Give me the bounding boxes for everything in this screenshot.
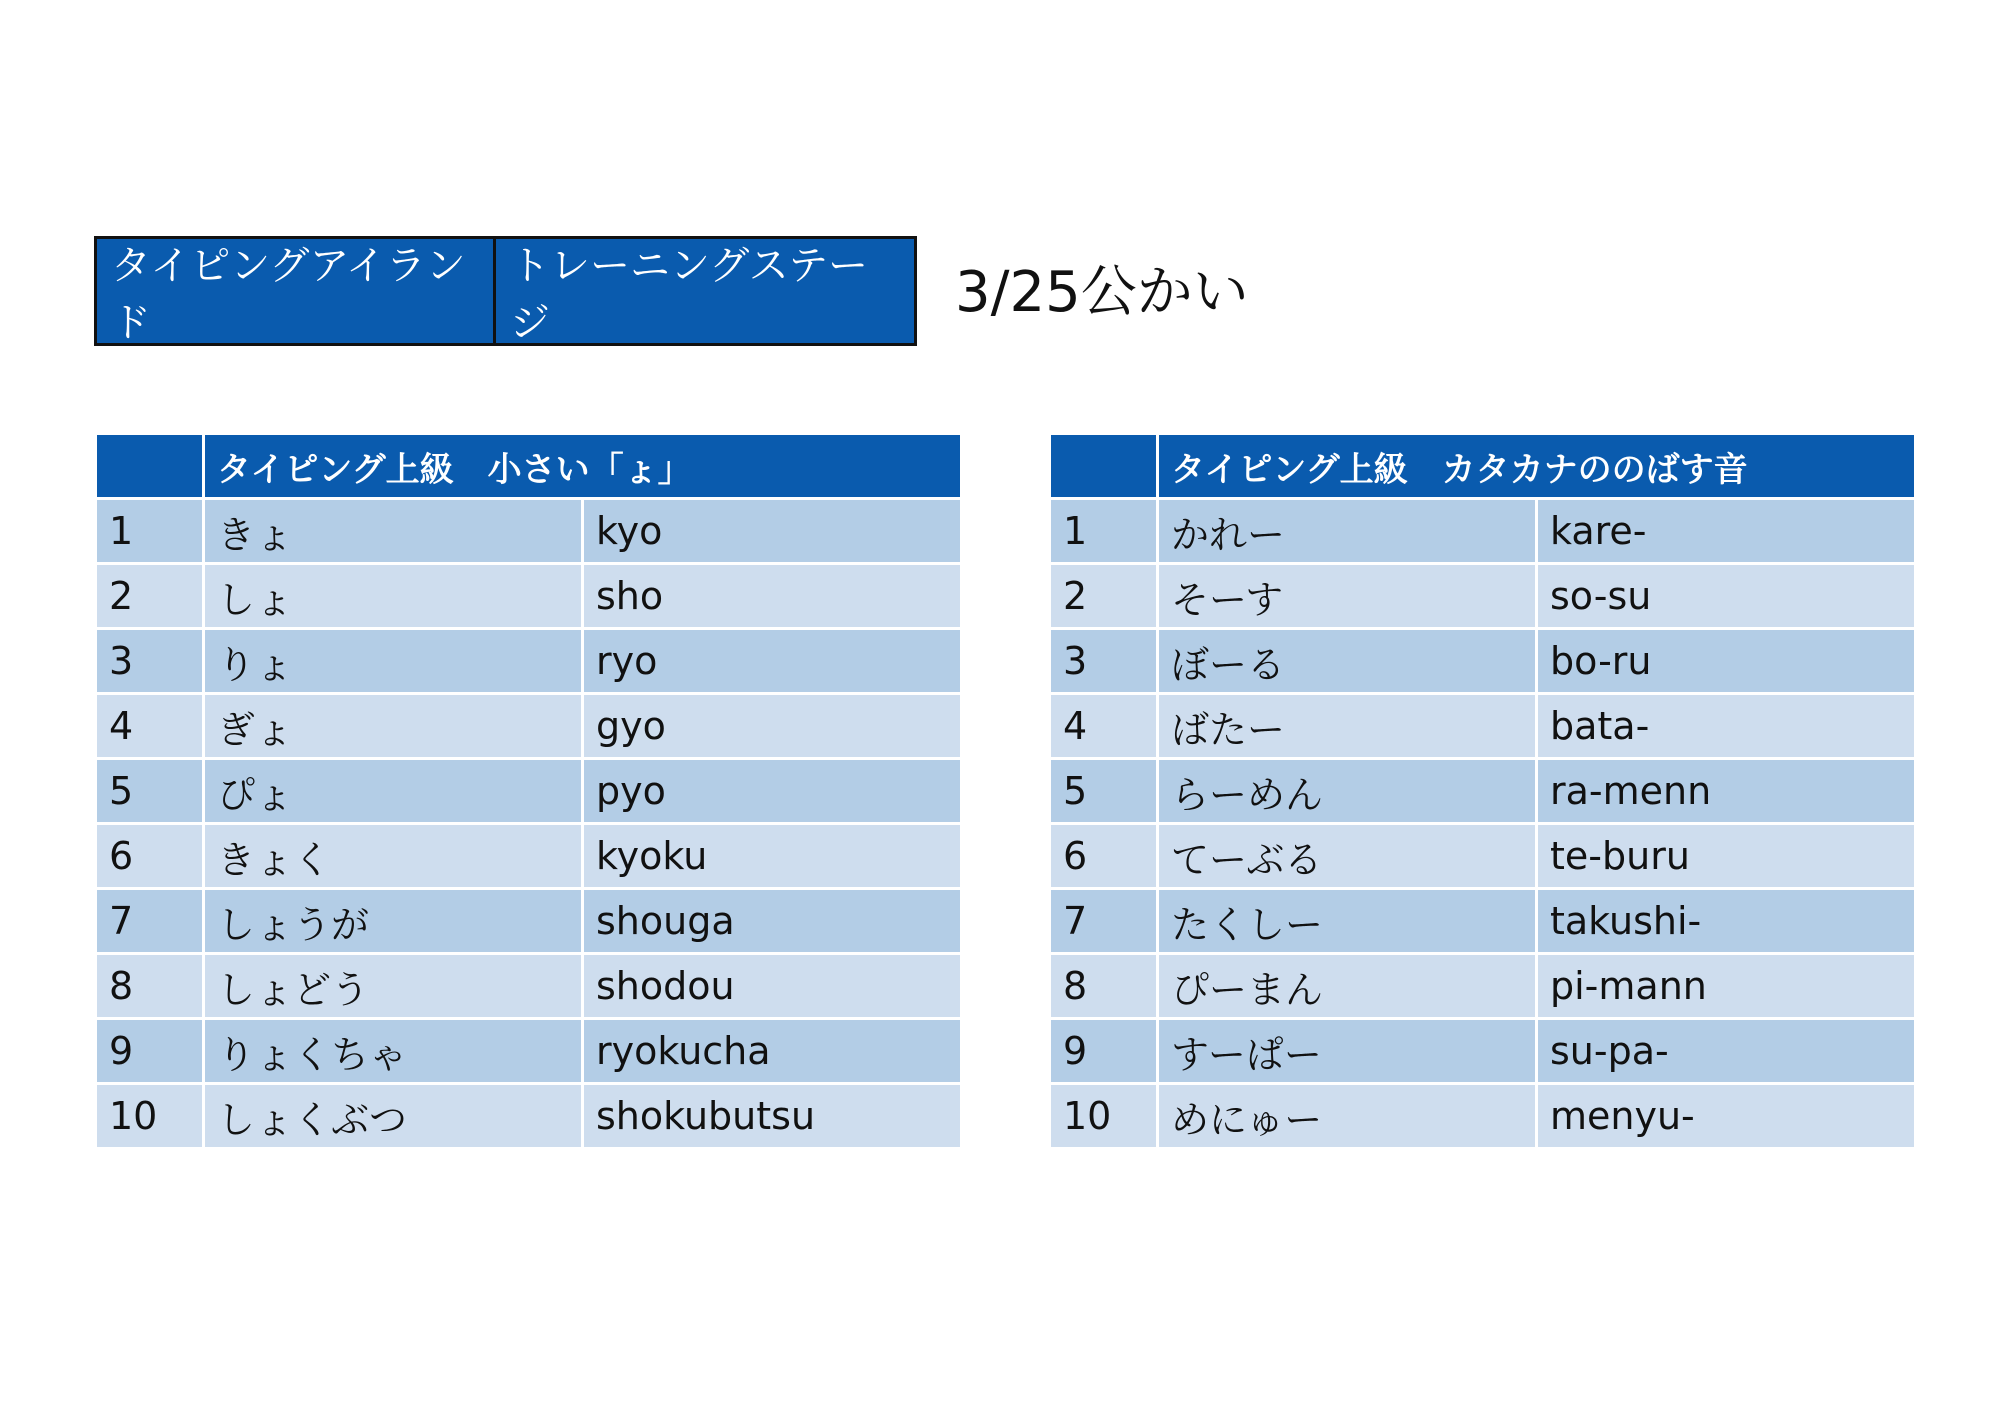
kana-cell: しょ (204, 564, 583, 629)
small-yo-table (94, 432, 963, 1150)
row-number: 3 (96, 629, 204, 694)
table-row (1050, 1019, 1916, 1084)
kana-cell: かれー (1158, 499, 1537, 564)
date-label: 3/25公かい (955, 260, 1249, 325)
table-row (96, 954, 962, 1019)
katakana-long-vowel-table (1048, 432, 1917, 1150)
kana-cell: そーす (1158, 564, 1537, 629)
table-row (1050, 629, 1916, 694)
romaji-cell: bata- (1537, 694, 1916, 759)
table-row (1050, 499, 1916, 564)
romaji-cell: sho (583, 564, 962, 629)
romaji-cell: ryo (583, 629, 962, 694)
romaji-cell: kyoku (583, 824, 962, 889)
table-header-row (1050, 434, 1916, 499)
table-row (1050, 954, 1916, 1019)
table-row (1050, 564, 1916, 629)
romaji-cell: takushi- (1537, 889, 1916, 954)
table-row (1050, 694, 1916, 759)
training-stage-label: トレーニングステージ (496, 236, 917, 346)
table-row (96, 629, 962, 694)
kana-cell: きょく (204, 824, 583, 889)
header-number-cell (1050, 434, 1158, 499)
kana-cell: らーめん (1158, 759, 1537, 824)
kana-cell: ぴーまん (1158, 954, 1537, 1019)
kana-cell: ぴょ (204, 759, 583, 824)
romaji-cell: pi-mann (1537, 954, 1916, 1019)
kana-cell: きょ (204, 499, 583, 564)
row-number: 3 (1050, 629, 1158, 694)
table-header-row (96, 434, 962, 499)
kana-cell: ばたー (1158, 694, 1537, 759)
table-title: タイピング上級 カタカナののばす音 (1158, 434, 1916, 499)
table-row (96, 1084, 962, 1149)
row-number: 2 (96, 564, 204, 629)
header-boxes (94, 236, 917, 346)
kana-cell: すーぱー (1158, 1019, 1537, 1084)
table-row (1050, 1084, 1916, 1149)
row-number: 10 (96, 1084, 204, 1149)
table-row (96, 564, 962, 629)
row-number: 1 (1050, 499, 1158, 564)
typing-island-label: タイピングアイランド (94, 236, 496, 346)
table-row (1050, 824, 1916, 889)
table-row (1050, 889, 1916, 954)
romaji-cell: gyo (583, 694, 962, 759)
kana-cell: しょどう (204, 954, 583, 1019)
row-number: 1 (96, 499, 204, 564)
row-number: 8 (1050, 954, 1158, 1019)
row-number: 4 (1050, 694, 1158, 759)
row-number: 4 (96, 694, 204, 759)
row-number: 9 (96, 1019, 204, 1084)
kana-cell: ぼーる (1158, 629, 1537, 694)
table-row (96, 889, 962, 954)
table-row (96, 1019, 962, 1084)
romaji-cell: te-buru (1537, 824, 1916, 889)
table-row (96, 694, 962, 759)
kana-cell: りょ (204, 629, 583, 694)
kana-cell: ぎょ (204, 694, 583, 759)
row-number: 7 (96, 889, 204, 954)
kana-cell: たくしー (1158, 889, 1537, 954)
kana-cell: てーぶる (1158, 824, 1537, 889)
kana-cell: めにゅー (1158, 1084, 1537, 1149)
row-number: 6 (1050, 824, 1158, 889)
kana-cell: しょくぶつ (204, 1084, 583, 1149)
row-number: 8 (96, 954, 204, 1019)
row-number: 7 (1050, 889, 1158, 954)
romaji-cell: shodou (583, 954, 962, 1019)
row-number: 2 (1050, 564, 1158, 629)
romaji-cell: so-su (1537, 564, 1916, 629)
romaji-cell: bo-ru (1537, 629, 1916, 694)
table-row (96, 759, 962, 824)
table-row (96, 824, 962, 889)
row-number: 6 (96, 824, 204, 889)
romaji-cell: menyu- (1537, 1084, 1916, 1149)
row-number: 5 (1050, 759, 1158, 824)
table-row (1050, 759, 1916, 824)
romaji-cell: kare- (1537, 499, 1916, 564)
row-number: 9 (1050, 1019, 1158, 1084)
row-number: 5 (96, 759, 204, 824)
romaji-cell: ryokucha (583, 1019, 962, 1084)
table-row (96, 499, 962, 564)
kana-cell: りょくちゃ (204, 1019, 583, 1084)
kana-cell: しょうが (204, 889, 583, 954)
romaji-cell: kyo (583, 499, 962, 564)
header-number-cell (96, 434, 204, 499)
romaji-cell: shokubutsu (583, 1084, 962, 1149)
row-number: 10 (1050, 1084, 1158, 1149)
table-title: タイピング上級 小さい「ょ」 (204, 434, 962, 499)
romaji-cell: pyo (583, 759, 962, 824)
romaji-cell: shouga (583, 889, 962, 954)
romaji-cell: su-pa- (1537, 1019, 1916, 1084)
romaji-cell: ra-menn (1537, 759, 1916, 824)
